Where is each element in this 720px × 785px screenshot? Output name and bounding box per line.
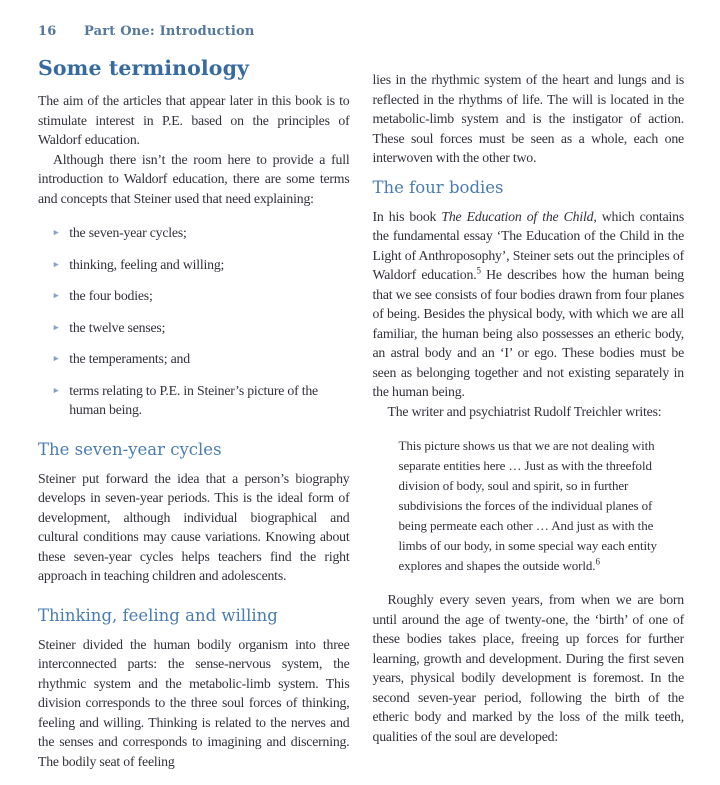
bullet-item-label: the four bodies;: [69, 288, 153, 303]
paragraph-seven-year-cycles: Steiner put forward the idea that a person’s biography develops in seven-year periods. This is the ideal form of development, although individual biographical and cultural conditions may cause variations. Knowing about these seven-year cycles helps teachers find the right approach in teaching children and adolescents.: [38, 470, 350, 583]
treichler-blockquote: [399, 436, 677, 576]
paragraph-thinking-feeling-willing: Steiner divided the human bodily organism into three interconnected parts: the sense-nervous system, the rhythmic system and the metabolic-limb system. This division corresponds to the three soul forces of thinking, feeling and willing. Thinking is related to the nerves and the senses and corresponds to imagining and discerning. The bodily seat of feeling: [38, 636, 350, 769]
paragraph-although: Although there isn’t the room here to provide a full introduction to Waldorf education, there are some terms and concepts that Steiner used that need explaining:: [38, 151, 350, 206]
bullet-item-label: thinking, feeling and willing;: [69, 256, 225, 272]
bullet-item: [52, 223, 350, 243]
subheading-seven-year-cycles: The seven-year cycles: [38, 439, 222, 459]
bullet-item-label: the seven-year cycles;: [69, 225, 187, 240]
triangle-bullet-icon: ►: [52, 258, 61, 269]
paragraph-four-bodies: [373, 207, 685, 402]
triangle-bullet-icon: ►: [52, 321, 61, 332]
paragraph-continuation: lies in the rhythmic system of the heart and lungs and is reflected in the rhythms of life. The will is located in the metabolic-limb system and is the instigator of action. These soul forces must be seen as a whole, each one interwoven with the other two.: [372, 72, 684, 165]
paragraph-seven-years-birth: Roughly every seven years, from when we are born until around the age of twenty-one, the ‘birth’ of one of these bodies takes place, freeing up forces for further learning, growth and development. During the first seven years, physical bodily development is foremost. In the second seven-year period, following the birth of the etheric body and marked by the loss of the milk teeth, qualities of the soul are developed:: [372, 592, 684, 744]
bullet-item: [52, 349, 350, 369]
triangle-bullet-icon: ►: [52, 353, 61, 363]
four-bodies-text-segment: In his book: [372, 208, 442, 224]
bullet-item: [52, 381, 350, 420]
page-number: 16: [38, 24, 57, 39]
terms-bullet-list: [38, 223, 350, 420]
bullet-item-label: the twelve senses;: [69, 319, 166, 335]
subheading-four-bodies: The four bodies: [372, 177, 504, 197]
section-heading-some-terminology: Some terminology: [38, 56, 250, 80]
bullet-item-label: terms relating to P.E. in Steiner’s picture of the human being.: [69, 382, 318, 417]
bullet-item: [52, 318, 350, 338]
right-column: [373, 56, 685, 771]
two-column-layout: [38, 56, 684, 771]
bullet-item-label: the temperaments; and: [69, 351, 190, 366]
paragraph-aim: The aim of the articles that appear later in this book is to stimulate interest in P.E. based on the principles of Waldorf education.: [38, 93, 350, 147]
book-title-italic: The Education of the Child: [441, 208, 594, 224]
bullet-item: [52, 255, 350, 275]
triangle-bullet-icon: ►: [52, 227, 61, 237]
four-bodies-text-segment: He describes how the human being that we see consists of four bodies drawn from four planes of being. Besides the physical body, with which we are all familiar, the human being also possesses an etheric body, an astral body and an ‘I’ or ego. These bodies must be seen as belonging together and not existing separately in the human being.: [372, 267, 684, 399]
four-bodies-text-segment: , which contains the fundamental essay ‘The Education of the Child in the Light of Anthroposophy’, Steiner sets out the principles of Waldorf education.: [372, 208, 684, 282]
left-column: [38, 56, 350, 771]
subheading-thinking-feeling-willing: Thinking, feeling and willing: [38, 605, 278, 625]
paragraph-treichler-intro: The writer and psychiatrist Rudolf Treichler writes:: [387, 403, 662, 419]
footnote-reference-6: 6: [595, 556, 600, 567]
running-header-title: Part One: Introduction: [84, 24, 255, 39]
footnote-reference-5: 5: [476, 265, 481, 276]
bullet-item: [52, 286, 350, 306]
running-header: [38, 24, 684, 39]
quote-text: This picture shows us that we are not dealing with separate entities here … Just as with the threefold division of body, soul and spirit, so in further subdivisions the forces of the individual planes of being permeate each other … And just as with the limbs of our body, in some special way each entity explores and shapes the outside world.: [398, 438, 657, 573]
triangle-bullet-icon: ►: [52, 384, 61, 395]
triangle-bullet-icon: ►: [52, 290, 61, 300]
